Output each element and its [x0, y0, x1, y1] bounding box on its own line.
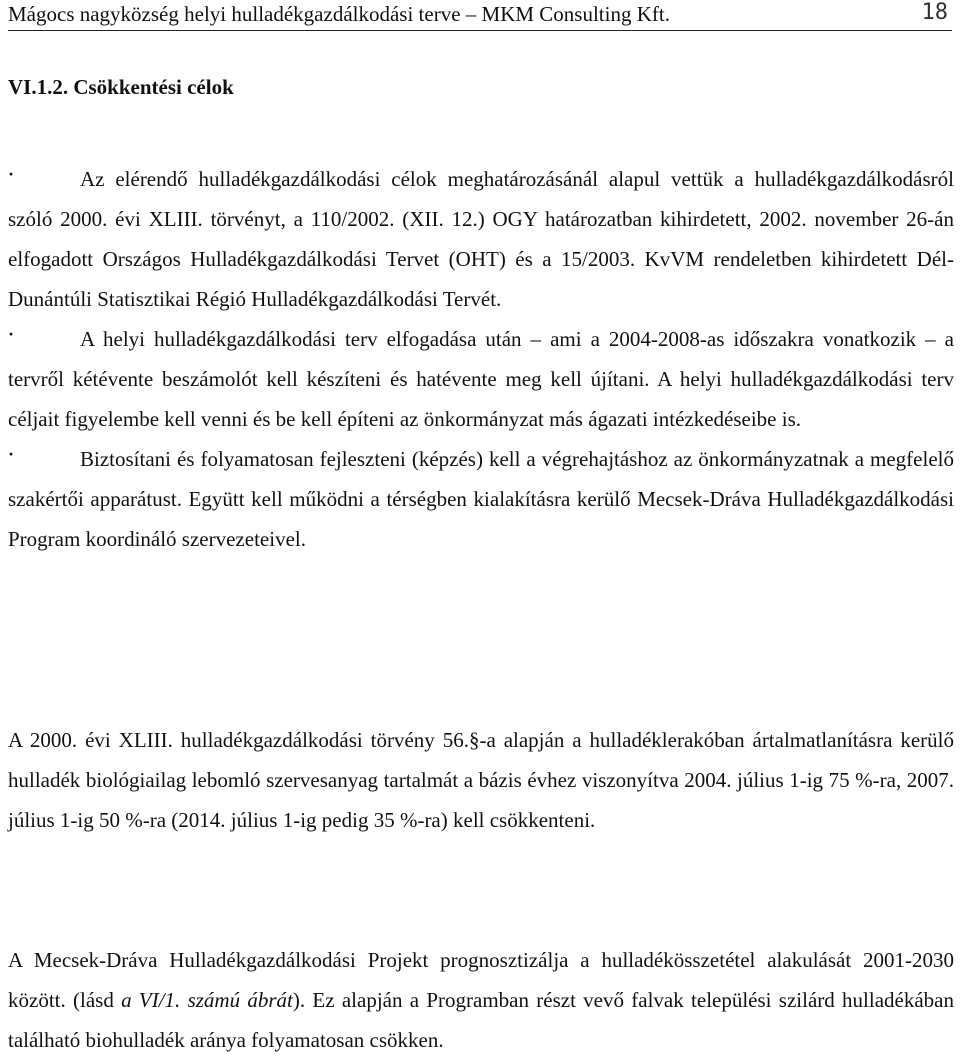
goals-bullet-list [0, 159, 960, 559]
bullet-text: Az elérendő hulladékgazdálkodási célok meghatározásánál alapul vettük a hulladékgazdálkodásról szóló 2000. évi XLIII. törvényt, a 110/2002. (XII. 12.) OGY határozatban kihirdetett, 2002. november 26-án elfogadott Országos Hulladékgazdálkodási Tervet (OHT) és a 15/2003. KvVM rendeletben kihirdetett Dél-Dunántúli Statisztikai Régió Hulladékgazdálkodási Tervét. [8, 167, 954, 311]
projection-text-end: ). Ez alapján a Programban részt vevő falvak települési szilárd hulladékában található biohulladék aránya folyamatosan csökken. [8, 988, 954, 1052]
projection-text-start: A Mecsek-Dráva Hulladékgazdálkodási Projekt prognosztizálja a hulladékösszetétel alakulását 2001-2030 között. (lásd [8, 948, 954, 1012]
bullet-marker: · [8, 164, 15, 184]
law-paragraph-text: A 2000. évi XLIII. hulladékgazdálkodási törvény 56.§-a alapján a hulladéklerakóban ártalmatlanításra kerülő hulladék biológiailag lebomló szervesanyag tartalmát a bázis évhez viszonyítva 2004. július 1-ig 75 %-ra, 2007. július 1-ig 50 %-ra (2014. július 1-ig pedig 35 %-ra) kell csökkenteni. [8, 728, 954, 832]
page-header [8, 0, 952, 31]
bullet-text: Biztosítani és folyamatosan fejleszteni (képzés) kell a végrehajtáshoz az önkormányzatnak a megfelelő szakértői apparátust. Együtt kell működni a térségben kialakításra kerülő Mecsek-Dráva Hulladékgazdálkodási Program koordináló szervezeteivel. [8, 447, 954, 551]
list-item [0, 319, 960, 439]
list-item [0, 159, 960, 319]
section-heading: VI.1.2. Csökkentési célok [8, 75, 234, 99]
page-number: 18 [921, 0, 948, 25]
list-item [0, 439, 960, 559]
figure-reference: a VI/1. számú ábrát [121, 988, 293, 1012]
bullet-marker: · [8, 324, 15, 344]
document-title: Mágocs nagyközség helyi hulladékgazdálkodási terve – MKM Consulting Kft. [8, 2, 670, 26]
projection-paragraph [8, 940, 954, 1060]
bullet-marker: · [8, 444, 15, 464]
law-paragraph [8, 720, 954, 840]
bullet-text: A helyi hulladékgazdálkodási terv elfogadása után – ami a 2004-2008-as időszakra vonatkozik – a tervről kétévente beszámolót kell készíteni és hatévente meg kell újítani. A helyi hulladékgazdálkodási terv céljait figyelembe kell venni és be kell építeni az önkormányzat más ágazati intézkedéseibe is. [8, 327, 954, 431]
